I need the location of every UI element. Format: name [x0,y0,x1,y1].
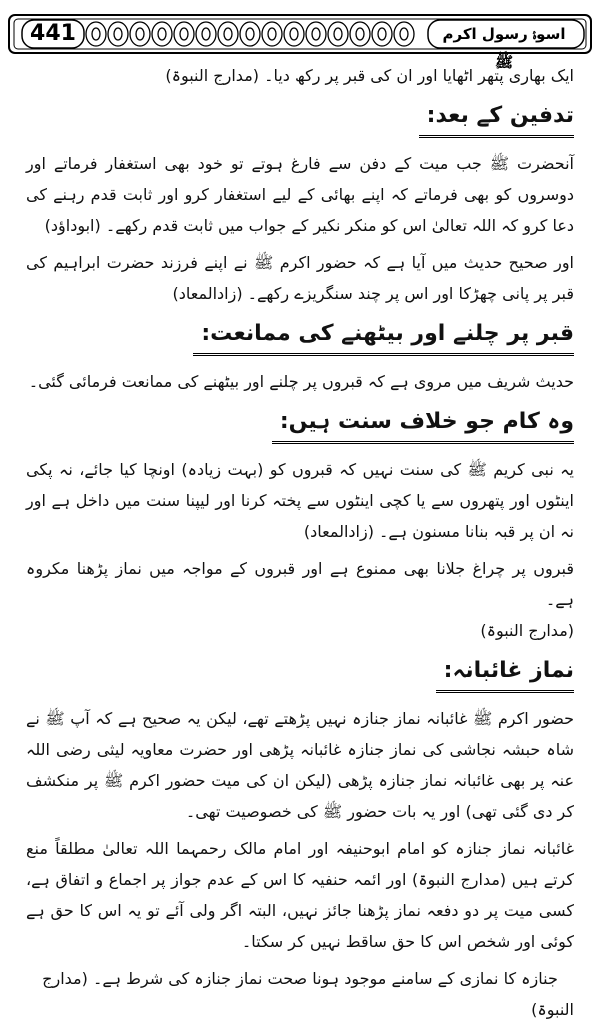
ornament-link-inner [180,28,188,40]
ornament-link [86,22,106,46]
paragraph: یہ نبی کریم ﷺ کی سنت نہیں کہ قبروں کو (بہت زیادہ) اونچا کیا جائے، نہ پکی اینٹوں اور پتھروں سے یا کچی اینٹوں سے پختہ کرنا اور لیپنا سنت میں داخل ہے اور نہ ان پر قبہ بنانا مسنون ہے۔ (زادالمعاد) [26,460,574,541]
ornament-link [174,22,194,46]
ornament-link-inner [136,28,144,40]
ornament-link [152,22,172,46]
ornament-link [350,22,370,46]
paragraph: حدیث شریف میں مروی ہے کہ قبروں پر چلنے اور بیٹھنے کی ممانعت فرمائی گئی۔ [28,372,574,391]
paragraph: آنحضرت ﷺ جب میت کے دفن سے فارغ ہوتے تو خود بھی استغفار فرماتے اور دوسروں کو بھی فرماتے کہ اپنے بھائی کے لیے استغفار کرو اور ثابت قدم رہنے کی دعا کرو کہ اللہ تعالیٰ اس کو منکر نکیر کے جواب میں ثابت قدم رکھے۔ (ابوداؤد) [26,154,574,235]
ornament-link [372,22,392,46]
running-title: اسوۂ رسول اکرم ﷺ [442,25,566,71]
section-heading: تدفین کے بعد: [419,97,574,138]
page-header [8,14,592,71]
section-heading-row [26,97,574,138]
ornament-link-inner [400,28,408,40]
paragraph: اور صحیح حدیث میں آیا ہے کہ حضور اکرم ﷺ نے اپنے فرزند حضرت ابراہیم کی قبر پر پانی چھڑکا اور اس پر چند سنگریزے رکھے۔ (زادالمعاد) [26,253,574,303]
ornament-link-inner [114,28,122,40]
ornament-link-inner [378,28,386,40]
ornament-link-inner [268,28,276,40]
ornament-link [196,22,216,46]
ornament-link-inner [92,28,100,40]
ornament-link [306,22,326,46]
section-heading-row [26,652,574,693]
section-heading: نماز غائبانہ: [436,652,574,693]
ornament-link-inner [356,28,364,40]
page-body [26,60,574,1031]
ornament-link-inner [202,28,210,40]
paragraph: قبروں پر چراغ جلانا بھی ممنوع ہے اور قبروں کے مواجہ میں نماز پڑھنا مکروہ ہے۔ [26,559,574,609]
section-heading-row [26,403,574,444]
section-heading: قبر پر چلنے اور بیٹھنے کی ممانعت: [193,315,574,356]
ornament-link-inner [290,28,298,40]
page-number: 441 [30,21,76,46]
ornament-link [328,22,348,46]
paragraph: ایک بھاری پتھر اٹھایا اور ان کی قبر پر رکھ دیا۔ (مدارج النبوۃ) [165,66,574,85]
section-heading-row [26,315,574,356]
ornament-link-inner [224,28,232,40]
ornament-link [240,22,260,46]
paragraph: حضور اکرم ﷺ غائبانہ نماز جنازہ نہیں پڑھتے تھے، لیکن یہ صحیح ہے کہ آپ ﷺ نے شاہ حبشہ نجاشی کی نماز جنازہ غائبانہ پڑھی اور حضرت معاویہ لیثی رضی اللہ عنہ پر بھی غائبانہ نماز جنازہ پڑھی (لیکن ان کی میت حضور اکرم ﷺ پر منکشف کر دی گئی تھی) اور یہ بات حضور ﷺ کی خصوصیت تھی۔ [26,709,574,821]
paragraph: جنازہ کا نمازی کے سامنے موجود ہونا صحت نماز جنازہ کی شرط ہے۔ (مدارج النبوۃ) [42,969,574,1019]
ornament-link [218,22,238,46]
ornament-link [130,22,150,46]
section-heading: وہ کام جو خلاف سنت ہیں: [272,403,574,444]
ornament-link-inner [246,28,254,40]
ornament-link-inner [158,28,166,40]
paragraph: غائبانہ نماز جنازہ کو امام ابوحنیفہ اور امام مالک رحمہما اللہ تعالیٰ مطلقاً منع کرتے ہیں (مدارج النبوۃ) اور ائمہ حنفیہ کا اس کے عدم جواز پر اجماع و اتفاق ہے، کسی میت پر دو دفعہ نماز پڑھنا جائز نہیں، البتہ اگر ولی آئے تو یہ اس کا حق ہے کوئی اور شخص اس کا حق ساقط نہیں کر سکتا۔ [26,839,574,951]
ornament-link [284,22,304,46]
ornament-link [108,22,128,46]
ornament-link [394,22,414,46]
ornament-link-inner [312,28,320,40]
ornament-link [262,22,282,46]
citation: (مدارج النبوۃ) [480,621,574,640]
ornament-link-inner [334,28,342,40]
